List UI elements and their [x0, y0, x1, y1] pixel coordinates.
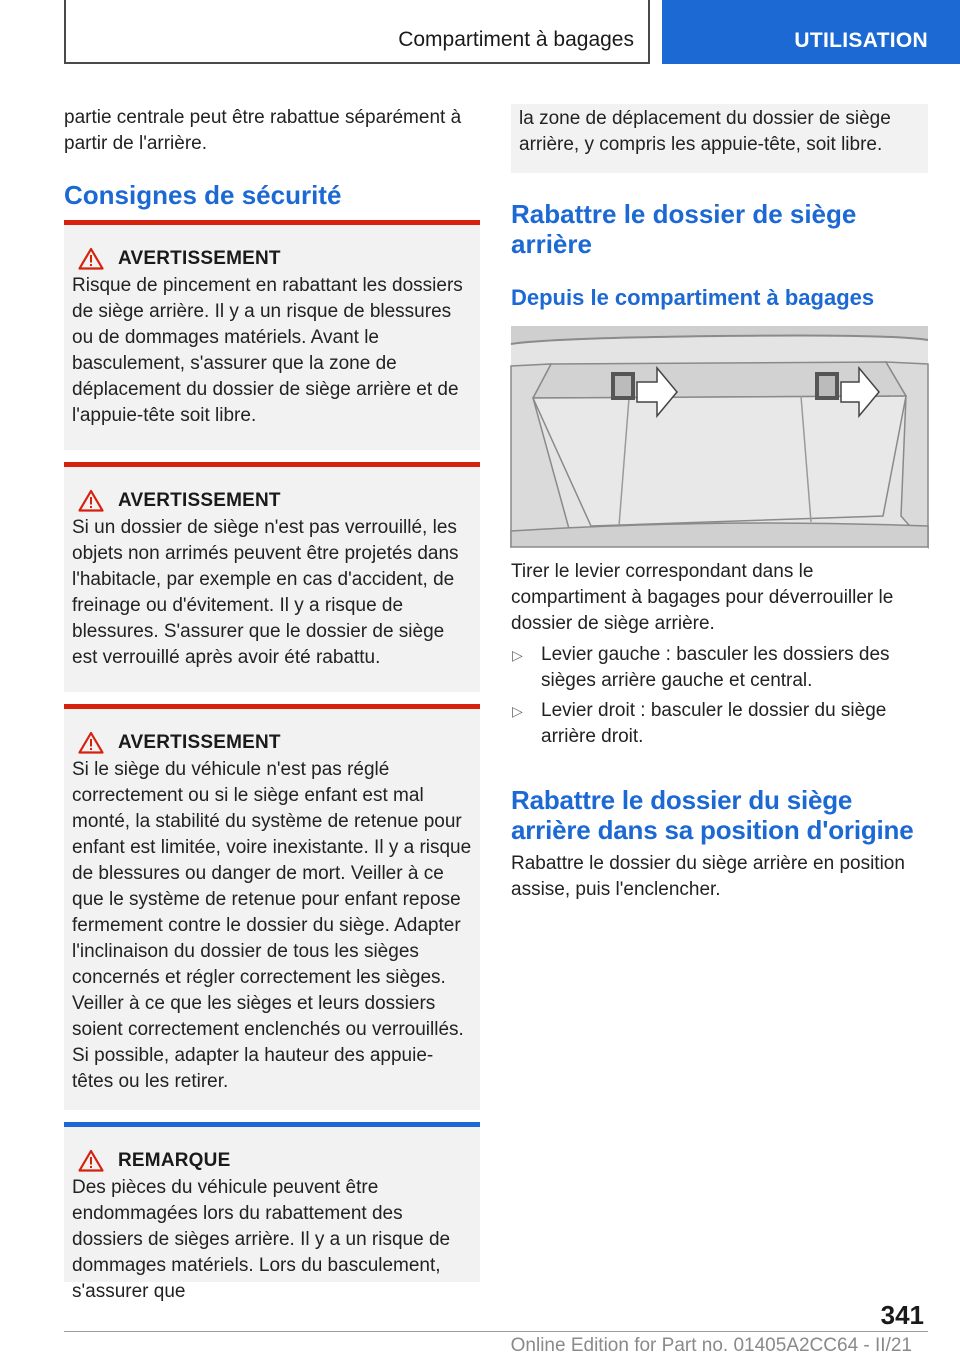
notice-continuation-text: la zone de déplacement du dossier de siège arrière, y compris les appuie-tête, soit libre. [519, 108, 891, 155]
header-section-frame [64, 0, 650, 64]
header-section-title: Compartiment à bagages [398, 28, 634, 51]
header-chapter-tab [662, 0, 960, 64]
notice-text: Si le siège du véhicule n'est pas réglé correctement ou si le siège enfant est mal monté, la stabilité du système de retenue pour enfant est limitée, voire inexistante. Il y a risque de blessures ou danger de mort. Veiller à ce que le système de retenue pour enfant repose fermement contre le dossier du siège. Adapter l'inclinaison du dossier de tous les sièges concernés et régler correctement les sièges. Veiller à ce que les sièges et leurs dossiers soient correctement enclenchés ou verrouillés. Si possible, adapter la hauteur des appuie-têtes ou les retirer. [72, 759, 472, 1092]
triangle-right-icon: ▷ [512, 647, 523, 663]
warning-triangle-icon [78, 1149, 104, 1172]
notice-text: Si un dossier de siège n'est pas verrouillé, les objets non arrimés peuvent être projetés dans l'habitacle, par exemple en cas d'accident, de freinage ou d'évitement. Il y a risque de blessures. S'assurer que le dossier de siège est verrouillé après avoir été rabattu. [72, 517, 459, 668]
warning-triangle-icon [78, 247, 104, 270]
subheading-from-trunk: Depuis le compartiment à bagages [511, 285, 875, 310]
instruction-paragraph: Tirer le levier correspondant dans le compartiment à bagages pour déverrouiller le dossier de siège arrière. [511, 561, 894, 634]
trunk-illustration-drawing [511, 326, 928, 547]
notice-title: AVERTISSEMENT [118, 247, 281, 269]
section-heading-safety: Consignes de sécurité [64, 180, 342, 210]
notice-title: REMARQUE [118, 1149, 231, 1171]
notice-title: AVERTISSEMENT [118, 489, 281, 511]
trunk-illustration [511, 326, 928, 547]
page-number: 341 [880, 1300, 924, 1330]
section-heading-restore-seat: Rabattre le dossier du siège arrière dans sa position d'origine [511, 785, 914, 845]
footer-divider [64, 1331, 928, 1332]
intro-paragraph: partie centrale peut être rabattue séparément à partir de l'arrière. [64, 107, 462, 154]
restore-paragraph: Rabattre le dossier du siège arrière en position assise, puis l'enclencher. [511, 853, 905, 900]
list-item: ▷ Levier gauche : basculer les dossiers des sièges arrière gauche et central. [512, 644, 890, 691]
warning-notice [64, 220, 480, 450]
notice-text: Risque de pincement en rabattant les dossiers de siège arrière. Il y a un risque de blessures ou de dommages matériels. Avant le basculement, s'assurer que la zone de déplacement du dossier de siège arrière et de l'appuie-tête soit libre. [72, 275, 463, 426]
warning-notice [64, 462, 480, 692]
section-heading-fold-seat: Rabattre le dossier de siège arrière [511, 199, 857, 259]
warning-triangle-icon [78, 731, 104, 754]
list-item: ▷ Levier droit : basculer le dossier du siège arrière droit. [512, 700, 887, 747]
footer-edition: Online Edition for Part no. 01405A2CC64 - II/21 [510, 1335, 912, 1356]
warning-notice [64, 704, 480, 1110]
notice-text: Des pièces du véhicule peuvent être endommagées lors du rabattement des dossiers de sièges arrière. Il y a un risque de dommages matériels. Lors du basculement, s'assurer que [72, 1177, 451, 1302]
caution-notice [64, 1122, 480, 1302]
notice-continuation [511, 104, 928, 173]
warning-triangle-icon [78, 489, 104, 512]
lever-steps-list [511, 642, 928, 754]
triangle-right-icon: ▷ [512, 703, 523, 719]
notice-title: AVERTISSEMENT [118, 731, 281, 753]
header-chapter-title: UTILISATION [794, 29, 928, 52]
